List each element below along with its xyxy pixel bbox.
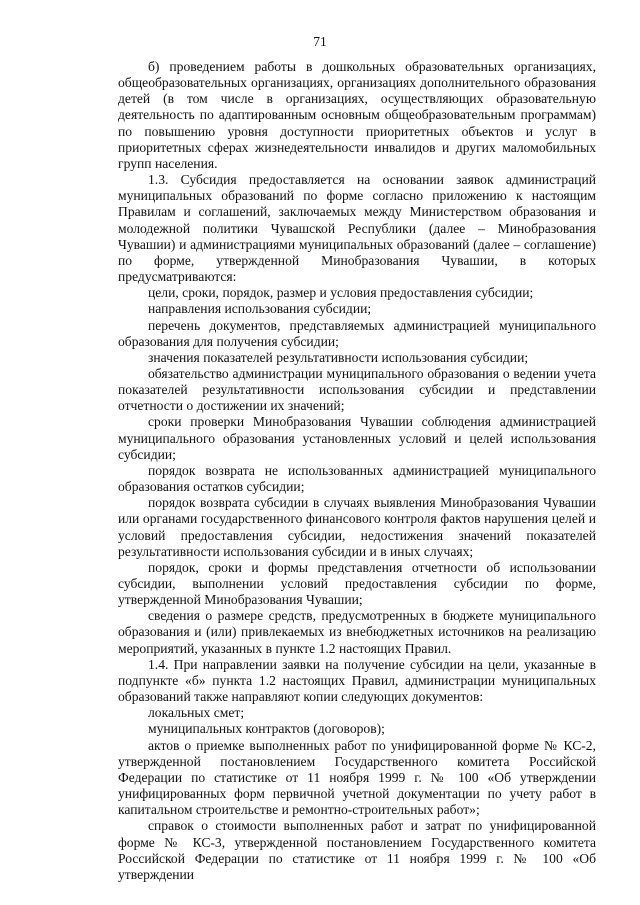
paragraph: порядок возврата не использованных администрацией муниципального образования остатков субсидии;	[118, 462, 596, 495]
paragraph: порядок возврата субсидии в случаях выявления Минобразования Чувашии или органами государственного финансового контроля фактов нарушения целей и условий предоставления субсидии, недостижения значений показателей результативности использования субсидии и в иных случаях;	[118, 495, 596, 559]
paragraph: муниципальных контрактов (договоров);	[148, 721, 385, 737]
paragraph: 1.3. Субсидия предоставляется на основании заявок администраций муниципальных образований по форме согласно приложению к настоящим Правилам и соглашений, заключаемых между Министерством образования и молодежной политики Чувашской Республики (далее – Минобразования Чувашии) и администрациями муниципальных образований (далее – соглашение) по форме, утвержденной Минобразования Чувашии, в которых предусматриваются:	[118, 172, 596, 285]
paragraph: актов о приемке выполненных работ по унифицированной форме № КС-2, утвержденной постановлением Государственного комитета Российской Федерации по статистике от 11 ноября 1999 г. № 100 «Об утверждении унифицированных форм первичной учетной документации по учету работ в капитальном строительстве и ремонтно-строительных работ»;	[118, 737, 596, 818]
paragraph: сроки проверки Минобразования Чувашии соблюдения администрацией муниципального образования установленных условий и целей использования субсидии;	[118, 414, 596, 462]
paragraph: порядок, сроки и формы представления отчетности об использовании субсидии, выполнении условий предоставления субсидии по форме, утвержденной Минобразования Чувашии;	[118, 559, 596, 608]
paragraph: 1.4. При направлении заявки на получение субсидии на цели, указанные в подпункте «б» пункта 1.2 настоящих Правил, администрации муниципальных образований также направляют копии следующих документов:	[118, 656, 596, 705]
paragraph: локальных смет;	[148, 705, 245, 721]
paragraph: значения показателей результативности использования субсидии;	[148, 349, 529, 365]
paragraph: обязательство администрации муниципального образования о ведении учета показателей результативности использования субсидии и представлении отчетности о достижении их значений;	[118, 365, 596, 414]
paragraph: б) проведением работы в дошкольных образовательных организациях, общеобразовательных организациях, организациях дополнительного образования детей (в том числе в организациях, осуществляющих образовательную деятельность по адаптированным основным общеобразовательным программам) по повышению уровня доступности приоритетных объектов и услуг в приоритетных сферах жизнедеятельности инвалидов и других маломобильных групп населения.	[118, 59, 596, 171]
page-number: 71	[313, 34, 327, 49]
paragraph: справок о стоимости выполненных работ и затрат по унифицированной форме № КС-3, утвержденной постановлением Государственного комитета Российской Федерации по статистике от 11 ноября 1999 г. № 100 «Об утверждении	[118, 818, 596, 882]
paragraph: перечень документов, представляемых администрацией муниципального образования для получения субсидии;	[118, 317, 596, 349]
paragraph: сведения о размере средств, предусмотренных в бюджете муниципального образования и (или) привлекаемых из внебюджетных источников на реализацию мероприятий, указанных в пункте 1.2 настоящих Правил.	[118, 608, 596, 656]
paragraph: цели, сроки, порядок, размер и условия предоставления субсидии;	[148, 285, 534, 301]
document-body	[118, 59, 596, 883]
paragraph: направления использования субсидии;	[148, 301, 372, 317]
